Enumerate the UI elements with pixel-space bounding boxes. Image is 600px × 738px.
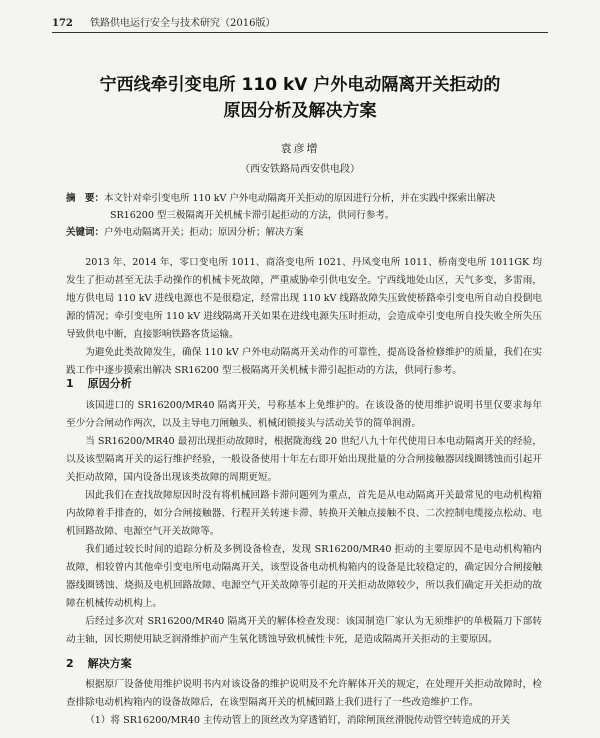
section-2-body [66, 676, 542, 730]
article-title-line2: 原因分析及解决方案 [223, 101, 377, 121]
article-title-line1: 宁西线牵引变电所 110 kV 户外电动隔离开关拒动的 [99, 75, 501, 95]
s2-paragraph-1: 根据原厂设备使用维护说明书内对该设备的维护说明及不允许解体开关的规定，在处理开关拒动故障时，检查排除电动机构箱内的设备故障后，在该型隔离开关的机械回路上我们进行了一些改造维护工作。 [66, 679, 542, 708]
page-number: 172 [52, 18, 73, 29]
section-1-number: 1 [66, 377, 74, 390]
keywords-label: 关键词： [66, 227, 105, 238]
intro-paragraph-2: 为避免此类故障发生，确保 110 kV 户外电动隔离开关动作的可靠性，提高设备检修维护的质量，我们在实践工作中逐步摸索出解决 SR16200 型三极隔离开关机械卡滞引起拒动的方法，供同行参考。 [66, 347, 542, 376]
running-head [52, 14, 548, 30]
journal-name: 铁路供电运行安全与技术研究（2016版） [90, 18, 276, 29]
section-2-number: 2 [66, 657, 74, 670]
section-2-heading [66, 655, 132, 671]
section-1-body [66, 397, 542, 649]
header-rule [52, 32, 548, 33]
s2-paragraph-2: （1）将 SR16200/MR40 主传动管上的顶丝改为穿透销钉，消除闸顶丝滑脱传动管空转造成的开关 [85, 715, 510, 726]
s1-paragraph-3: 因此我们在查找故障原因时没有将机械回路卡滞问题列为重点，首先是从电动隔离开关最常见的电动机构箱内故障着手排查的，如分合闸接触器、行程开关转速卡滞、转换开关触点接触不良、二次控制电缆接点松动、电机回路故障、电源空气开关故障等。 [66, 490, 542, 537]
abstract-line2: SR16200 型三极隔离开关机械卡滞引起拒动的方法，供同行参考。 [110, 210, 395, 221]
intro-paragraph-1: 2013 年、2014 年，零口变电所 1011、商洛变电所 1021、丹凤变电所 1011、桥南变电所 1011GK 均发生了拒动甚至无法手动操作的机械卡死故障，严重威胁牵引供电安全。宁西线地处山区，天气多变，多雷雨，地方供电局 110 kV 进线电源也不是很稳定，经常出现 110 kV 线路故障失压致使桥路牵引变电所自动自投倒电源的情况；牵引变电所 110 kV 进线隔离开关如果在进线电源失压时拒动，会造成牵引变电所自投失败全所失压导致供电中断，直接影响铁路客货运输。 [66, 257, 542, 340]
intro-section [66, 254, 542, 380]
s1-paragraph-5: 后经过多次对 SR16200/MR40 隔离开关的解体检查发现：该国制造厂家认为无须维护的单极隔刀下部转动主轴，因长期使用缺乏润滑维护而产生氧化锈蚀导致机械性卡死，是造成隔离开关拒动的主要原因。 [66, 616, 542, 645]
abstract-label: 摘 要： [66, 193, 105, 204]
affiliation: （西安铁路局西安供电段） [240, 164, 360, 175]
keywords: 户外电动隔离开关；拒动；原因分析；解决方案 [104, 227, 304, 238]
s1-paragraph-1: 该国进口的 SR16200/MR40 隔离开关，号称基本上免维护的。在该设备的使用维护说明书里仅要求每年至少分合闸动作两次，以及主导电刀闸触头、机械闭锁接头与活动关节的简单润滑。 [66, 400, 542, 429]
section-1-title: 原因分析 [87, 377, 132, 390]
author: 袁彦增 [280, 142, 320, 155]
abstract [66, 190, 540, 241]
s1-paragraph-4: 我们通过较长时间的追踪分析及多例设备检查，发现 SR16200/MR40 拒动的主要原因不是电动机构箱内故障，相较曾内其他牵引变电所电动隔离开关，该型设备电动机构箱内的设备是比较稳定的，确定因分合闸接触器线圈锈蚀、烧损及电机回路故障、电源空气开关故障等引起的开关拒动故障较少，所以我们确定开关拒动的故障在机械传动机构上。 [66, 544, 542, 609]
section-1-heading [66, 375, 132, 391]
abstract-line1: 本文针对牵引变电所 110 kV 户外电动隔离开关拒动的原因进行分析，并在实践中探索出解决 [104, 193, 496, 204]
s1-paragraph-2: 当 SR16200/MR40 最初出现拒动故障时，根据陇海线 20 世纪八九十年代使用日本电动隔离开关的经验，以及该型隔离开关的运行维护经验，一般设备使用十年左右即开始出现批量的分合闸接触器因线圈锈蚀而引起开关拒动故障，国内设备出现该类故障的周期更短。 [66, 436, 542, 483]
section-2-title: 解决方案 [87, 657, 132, 670]
